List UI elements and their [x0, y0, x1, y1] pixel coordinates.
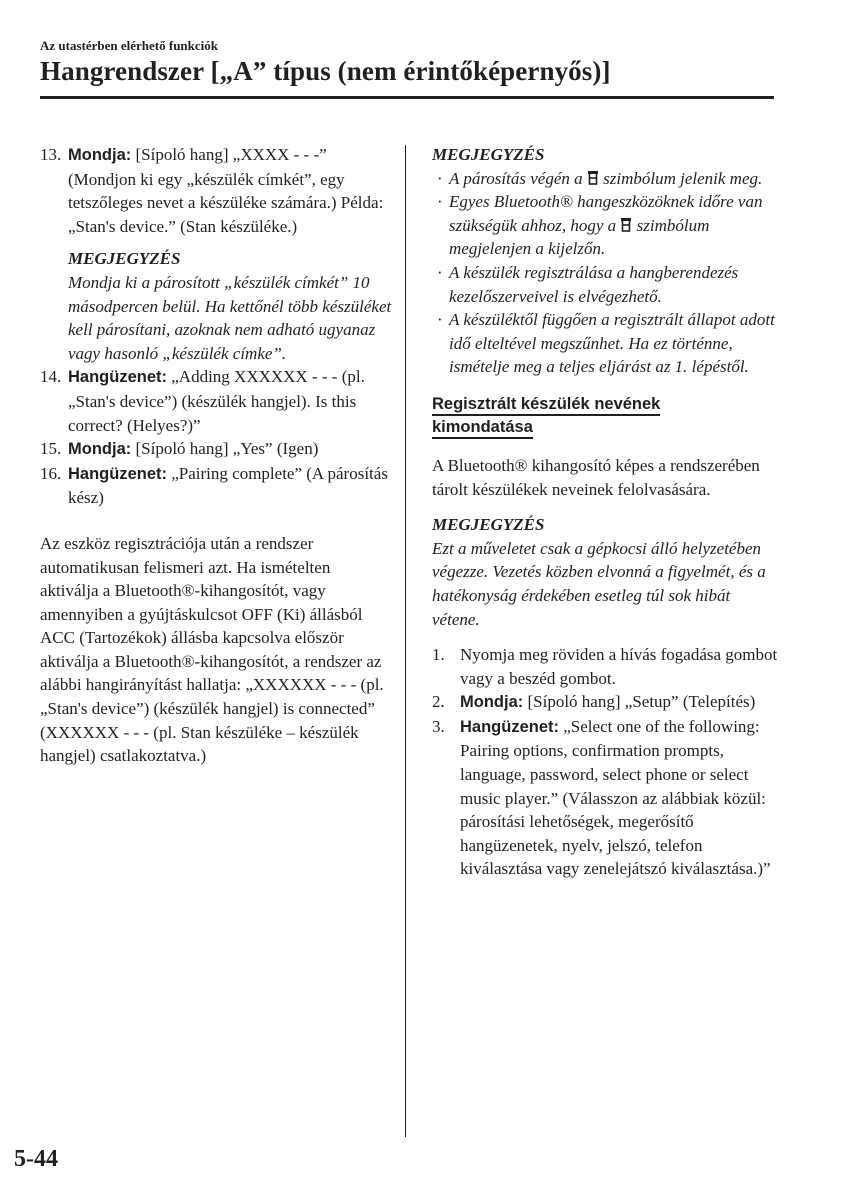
step-keyword: Mondja: [460, 693, 524, 712]
sub-heading-line-2: kimondatása [432, 418, 533, 439]
bullet-text: szimbólum megjelenjen a kijelzőn. [449, 215, 710, 259]
step-keyword: Hangüzenet: [460, 717, 559, 736]
bullet-text: A készülék regisztrálása a hangberendezés kezelőszerveivel is elvégezhető. [449, 262, 739, 306]
bullet-text: A párosítás végén a [449, 168, 587, 188]
left-column [40, 143, 392, 768]
page-title: Hangrendszer [„A” típus (nem érintőképernyős)] [40, 56, 611, 86]
step-16 [40, 462, 392, 510]
bullet-dot: · [437, 310, 443, 330]
bluetooth-connected-icon [588, 171, 598, 185]
step-keyword: Hangüzenet: [68, 368, 167, 387]
bullet-text: szimbólum jelenik meg. [598, 168, 763, 188]
step-text: „Pairing complete” (A párosítás kész) [68, 463, 388, 508]
step-text: „Adding XXXXXX - - - (pl. „Stan's device”) (készülék hangjel). Is this correct? (Helyes?)” [68, 367, 365, 435]
step-number: 3. [432, 716, 445, 736]
sub-heading [432, 393, 782, 440]
page-number: 5-44 [14, 1146, 58, 1172]
note-heading: MEGJEGYZÉS [432, 515, 545, 535]
note-heading: MEGJEGYZÉS [68, 249, 181, 269]
step-13 [40, 143, 392, 238]
note-body: Mondja ki a párosított „készülék címkét” 10 másodpercen belül. Ha kettőnél több készüléket kell párosítani, azoknak nem adható ugyanaz vagy hasonló „készülék címke”. [68, 272, 392, 363]
step-number: 16. [40, 463, 62, 483]
step-3 [432, 715, 782, 881]
sub-heading-line-1: Regisztrált készülék nevének [432, 395, 660, 416]
connection-paragraph: Az eszköz regisztrációja után a rendszer automatikusan felismeri azt. Ha ismételten aktiválja a Bluetooth®-kihangosítót, vagy amennyiben a gyújtáskulcsot OFF (Ki) állásból ACC (Tartozékok) állásba kapcsolva először aktiválja a Bluetooth®-kihangosítót, a rendszer az alábbi hangirányítást hallatja: „XXXXXX - - - (pl. „Stan's device”) (készülék hangjel) is connected” (XXXXXX - - - (pl. Stan készüléke – készülék hangjel) csatlakoztatva.) [40, 533, 384, 766]
step-number: 15. [40, 439, 62, 459]
note-heading: MEGJEGYZÉS [432, 145, 545, 164]
note-bullet-4 [432, 308, 782, 379]
bullet-text: Egyes Bluetooth® hangeszközöknek időre van szükségük ahhoz, hogy a [449, 192, 763, 235]
step-1 [432, 643, 782, 690]
step-number: 2. [432, 692, 445, 712]
step-number: 14. [40, 367, 62, 387]
step-text: [Sípoló hang] „Setup” (Telepítés) [523, 692, 756, 712]
step-text: [Sípoló hang] „XXXX - - -” (Mondjon ki egy „készülék címkét”, egy tetszőleges nevet a készüléke számára.) Példa: „Stan's device.” (Stan készüléke.) [68, 145, 384, 236]
column-divider [405, 145, 406, 1137]
step-text: Nyomja meg röviden a hívás fogadása gombot vagy a beszéd gombot. [460, 645, 778, 688]
step-text: [Sípoló hang] „Yes” (Igen) [131, 439, 319, 459]
bullet-dot: · [437, 262, 443, 282]
step-keyword: Mondja: [68, 146, 132, 164]
step-2 [432, 690, 782, 715]
title-rule [40, 96, 774, 99]
step-text: „Select one of the following: Pairing options, confirmation prompts, language, password, select phone or select music player.” (Válasszon az alábbiak közül: párosítási lehetőségek, megerősítő hangüzenetek, nyelv, jelszó, telefon kiválasztása vagy zenelejátszó kiválasztása.)” [460, 716, 771, 879]
bluetooth-connected-icon [621, 218, 631, 232]
section-label: Az utastérben elérhető funkciók [40, 38, 219, 53]
note-bullet-2 [432, 190, 782, 261]
bullet-dot: · [437, 168, 443, 188]
step-14 [40, 365, 392, 437]
right-column [432, 143, 782, 881]
step-keyword: Mondja: [68, 440, 132, 459]
step-keyword: Hangüzenet: [68, 464, 167, 483]
note-bullet-1 [432, 167, 782, 191]
note-pairing-label [40, 247, 392, 365]
step-number: 13. [40, 145, 62, 164]
device-name-paragraph: A Bluetooth® kihangosító képes a rendszerében tárolt készülékek neveinek felolvasására. [432, 455, 760, 499]
note-body: Ezt a műveletet csak a gépkocsi álló helyzetében végezze. Vezetés közben elvonná a figyelmét, és a hatékonyság érdekében esetleg túl sok hibát vétene. [432, 538, 766, 629]
step-15 [40, 437, 392, 462]
bullet-text: A készüléktől függően a regisztrált állapot adott idő elteltével megszűnhet. Ha ez történne, ismételje meg a teljes eljárást az 1. lépéstől. [449, 310, 775, 377]
note-bullet-3 [432, 261, 782, 308]
bullet-dot: · [437, 192, 443, 212]
step-number: 1. [432, 645, 445, 665]
